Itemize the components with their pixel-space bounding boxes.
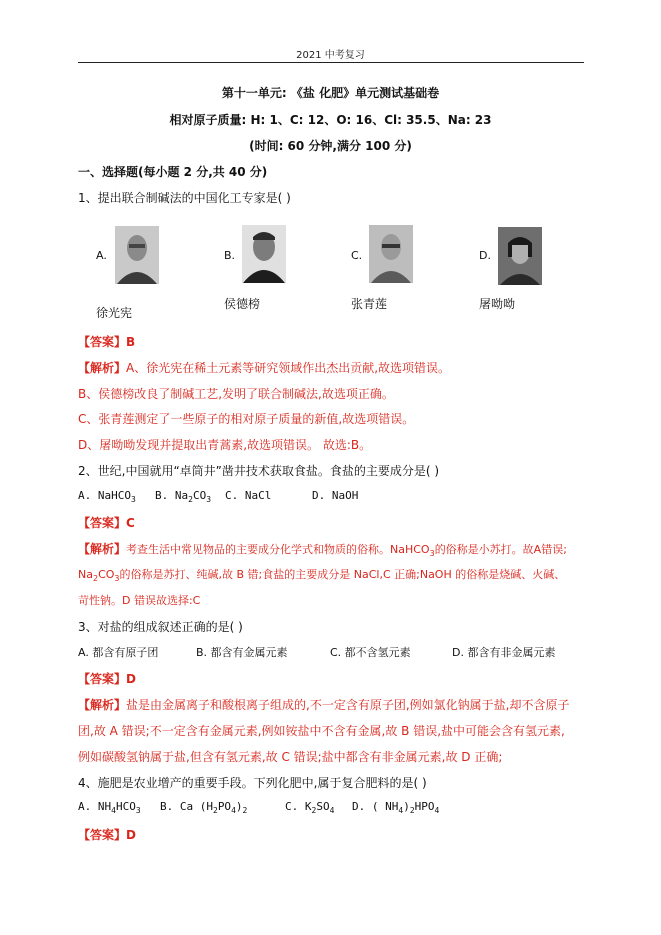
q2-option-a-text: A. NaHCO <box>78 489 131 502</box>
q4-option-d <box>352 800 440 816</box>
q4-option-a-text2: HCO <box>115 800 136 813</box>
q4-answer-value: D <box>126 828 136 842</box>
analysis-tag: 【解析】 <box>78 542 127 556</box>
q4-option-c-sub2: 4 <box>329 806 335 816</box>
q2-analysis-sub-2: 2 <box>92 574 99 584</box>
answer-tag: 【答案】 <box>78 516 127 530</box>
portrait-b-photo <box>242 225 286 283</box>
q3-option-d: D. 都含有非金属元素 <box>452 646 556 659</box>
answer-tag: 【答案】 <box>78 672 127 686</box>
q2-option-b-text2: CO <box>192 489 207 502</box>
q4-option-b <box>160 800 248 816</box>
q1-answer <box>78 333 135 350</box>
q1-analysis-line-3: C、张青莲测定了一些原子的相对原子质量的新值,故选项错误。 <box>78 412 415 426</box>
q2-option-b <box>155 489 212 505</box>
analysis-tag: 【解析】 <box>78 698 127 712</box>
q2-answer-value: C <box>126 516 135 530</box>
atomic-mass-line: 相对原子质量: H: 1、C: 12、O: 16、Cl: 35.5、Na: 23 <box>169 113 492 127</box>
q4-option-b-text1: B. Ca (H <box>160 800 213 813</box>
q4-option-b-sub3: 2 <box>242 806 248 816</box>
q4-option-a-text1: A. NH <box>78 800 112 813</box>
q4-option-d-sub3: 4 <box>434 806 440 816</box>
q3-option-b: B. 都含有金属元素 <box>196 646 288 659</box>
doc-title: 第十一单元: 《盐 化肥》单元测试基础卷 <box>221 86 440 100</box>
q4-option-a <box>78 800 141 816</box>
answer-tag: 【答案】 <box>78 828 127 842</box>
q4-option-c-text1: C. K <box>285 800 312 813</box>
q4-option-d-text3: HPO <box>414 800 435 813</box>
q4-option-d-text1: D. ( NH <box>352 800 399 813</box>
q3-analysis-line-3: 例如碳酸氢钠属于盐,但含有氢元素,故 C 错误;盐中都含有非金属元素,故 D 正确; <box>78 750 503 764</box>
portrait-a-photo <box>115 226 159 284</box>
q2-option-a <box>78 489 136 505</box>
q2-analysis-line-3: 苛性钠。D 错误故选择:C <box>78 594 201 607</box>
q3-stem: 3、对盐的组成叙述正确的是( ) <box>78 620 243 634</box>
q2-option-b-text: B. Na <box>155 489 189 502</box>
portrait-d-photo <box>498 227 542 285</box>
q2-analysis-text-3: Na <box>78 568 93 581</box>
q3-analysis-line-2: 团,故 A 错误;不一定含有金属元素,例如铵盐中不含有金属,故 B 错误,盐中可能会含有氢元素, <box>78 724 565 738</box>
q4-option-a-sub2: 3 <box>135 806 141 816</box>
q2-option-c: C. NaCl <box>225 489 272 502</box>
q1-option-c-name: 张青莲 <box>351 297 388 311</box>
q1-option-d-name: 屠呦呦 <box>479 297 516 311</box>
page-header: 2021 中考复习 <box>296 50 365 61</box>
q2-option-d: D. NaOH <box>312 489 359 502</box>
q2-option-a-sub: 3 <box>130 495 136 505</box>
portrait-c-photo <box>369 225 413 283</box>
q1-analysis-line-2: B、侯德榜改良了制碱工艺,发明了联合制碱法,故选项正确。 <box>78 387 394 401</box>
q2-option-b-sub2: 3 <box>206 495 212 505</box>
q4-option-d-sub2: 2 <box>409 806 415 816</box>
q2-analysis-sub-1: 3 <box>429 549 435 559</box>
q2-analysis-line-1 <box>78 540 567 557</box>
q4-option-b-sub2: 4 <box>231 806 236 816</box>
q4-answer <box>78 826 136 843</box>
q1-option-b-letter: B. <box>224 249 236 262</box>
section-heading: 一、选择题(每小题 2 分,共 40 分) <box>78 165 268 179</box>
header-divider <box>78 62 584 63</box>
q4-stem: 4、施肥是农业增产的重要手段。下列化肥中,属于复合肥料的是( ) <box>78 776 427 790</box>
q3-option-a: A. 都含有原子团 <box>78 646 159 659</box>
q1-stem: 1、提出联合制碱法的中国化工专家是( ) <box>78 191 291 205</box>
q2-stem: 2、世纪,中国就用“卓筒井”凿井技术获取食盐。食盐的主要成分是( ) <box>78 464 440 478</box>
q3-analysis-line-1 <box>78 696 569 713</box>
q1-analysis-text-1: A、徐光宪在稀土元素等研究领域作出杰出贡献,故选项错误。 <box>126 361 451 375</box>
q2-option-b-sub1: 2 <box>188 495 193 505</box>
q2-analysis-text-1: 考查生活中常见物品的主要成分化学式和物质的俗称。NaHCO <box>126 543 430 556</box>
q1-option-b-name: 侯德榜 <box>224 297 261 311</box>
q2-answer <box>78 514 135 531</box>
q3-answer-value: D <box>126 672 136 686</box>
q4-option-a-sub1: 4 <box>111 806 116 816</box>
answer-tag: 【答案】 <box>78 335 127 349</box>
q4-option-c <box>285 800 335 816</box>
q1-option-a-name: 徐光宪 <box>96 306 133 320</box>
q1-analysis-line-4: D、屠呦呦发现并提取出青蒿素,故选项错误。 故选:B。 <box>78 438 372 452</box>
q3-answer <box>78 670 136 687</box>
q4-option-d-sub1: 4 <box>398 806 404 816</box>
q1-option-c-letter: C. <box>351 249 363 262</box>
time-score-line: (时间: 60 分钟,满分 100 分) <box>249 139 412 153</box>
q2-analysis-text-2: 的俗称是小苏打。故A错误; <box>434 543 567 556</box>
q4-option-d-text2: ) <box>403 800 410 813</box>
q2-analysis-text-5: 的俗称是苏打、纯碱,故 B 错;食盐的主要成分是 NaCl,C 正确;NaOH 的俗称是烧碱、火碱、 <box>119 568 566 581</box>
analysis-tag: 【解析】 <box>78 361 127 375</box>
q4-option-c-sub1: 2 <box>311 806 317 816</box>
q2-analysis-line-2 <box>78 566 565 582</box>
q1-answer-value: B <box>126 335 136 349</box>
q3-analysis-text-1: 盐是由金属离子和酸根离子组成的,不一定含有原子团,例如氯化钠属于盐,却不含原子 <box>126 698 570 712</box>
q4-option-b-text3: ) <box>235 800 243 813</box>
q4-option-c-text2: SO <box>316 800 330 813</box>
q1-option-a-letter: A. <box>96 249 107 262</box>
q4-option-b-sub1: 2 <box>212 806 218 816</box>
q1-option-d-letter: D. <box>479 249 491 262</box>
q4-option-b-text2: PO <box>217 800 232 813</box>
q3-option-c: C. 都不含氢元素 <box>330 646 411 659</box>
q2-analysis-sub-3: 3 <box>114 574 120 584</box>
q2-analysis-text-4: CO <box>98 568 115 581</box>
q1-analysis-line-1 <box>78 359 450 376</box>
